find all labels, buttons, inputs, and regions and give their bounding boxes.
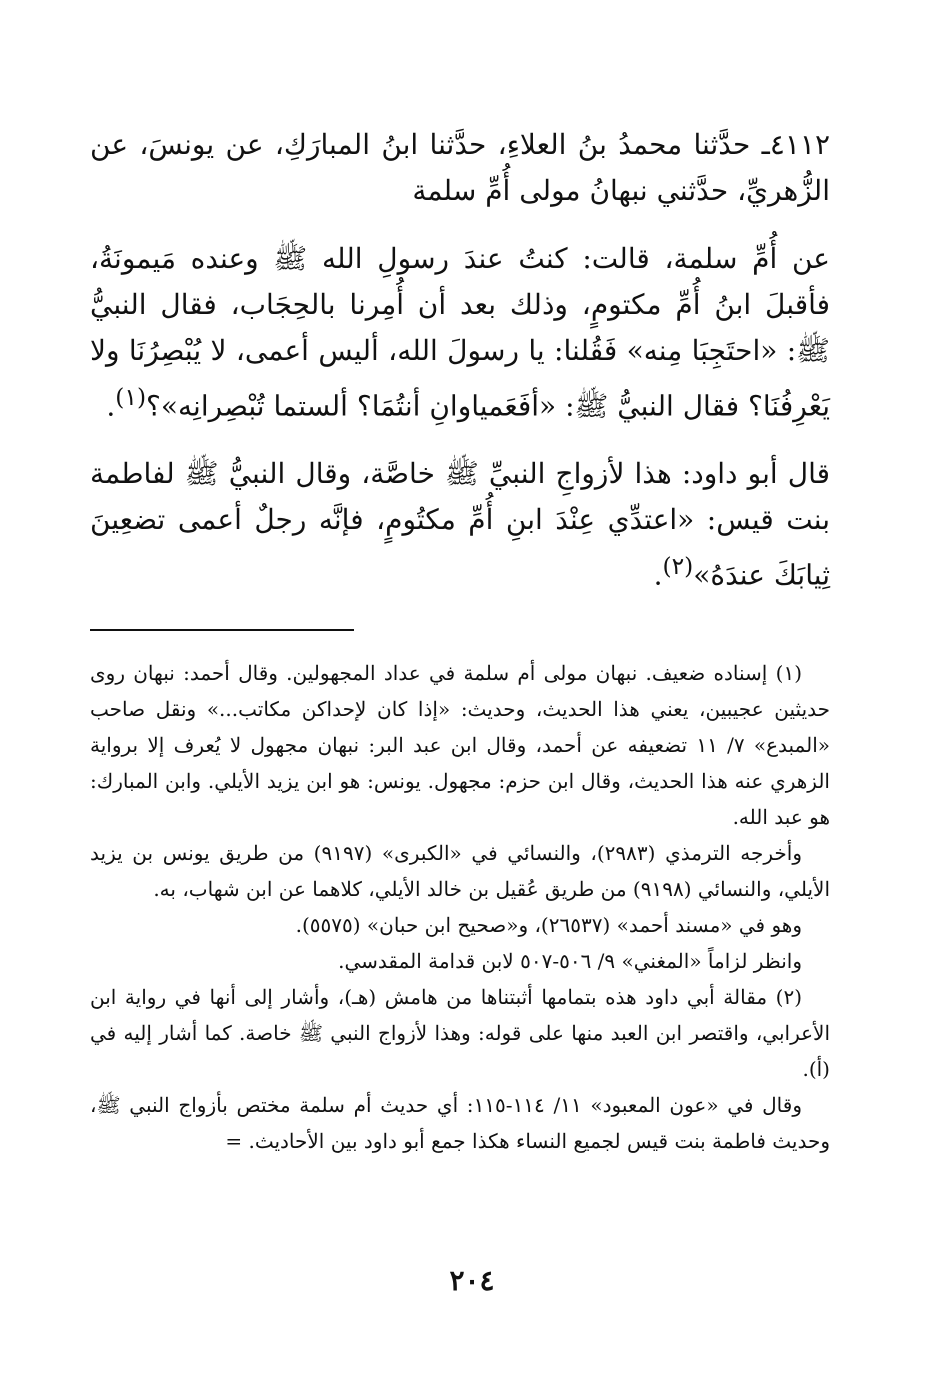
footnote-1-takhrij: وأخرجه الترمذي (٢٩٨٣)، والنسائي في «الكبرى» (٩١٩٧) من طريق يونس بن يزيد الأيلي، والنسائي (٩١٩٨) من طريق عُقيل بن خالد الأيلي، كلاهما عن ابن شهاب، به. <box>90 840 830 901</box>
abu-dawud-comment-text: قال أبو داود: هذا لأزواجِ النبيِّ ﷺ خاصَّة، وقال النبيُّ ﷺ لفاطمة بنت قيس: «اعتدِّي عِنْدَ ابنِ أُمِّ مكتُومٍ، فإنَّه رجلٌ أعمى تضعِينَ ثِيابَكَ عندَهُ» <box>90 457 830 592</box>
footnotes <box>90 655 830 1159</box>
hadith-matn: عن أُمِّ سلمة، قالت: كنتُ عندَ رسولِ الله ﷺ وعنده مَيمونَةُ، فأقبلَ ابنُ أُمِّ مكتومٍ، وذلك بعد أن أُمِرنا بالحِجَاب، فقال النبيُّ ﷺ: «احتَجِبَا مِنه» فَقُلنا: يا رسولَ الله، أليس أعمى، لا يُبْصِرُنَا ولا يَعْرِفُنَا؟ فقال النبيُّ ﷺ: «أفَعَمياوانِ أنتُمَا؟ ألستما تُبْصِرانِه»؟$^{(١)}$. <box>90 242 830 423</box>
footnote-2: (٢) مقالة أبي داود هذه بتمامها أثبتناها من هامش (هـ)، وأشار إلى أنها في رواية ابن الأعرابي، واقتصر ابن العبد منها على قوله: وهذا لأزواج النبي ﷺ خاصة. كما أشار إليه في (أ). <box>90 984 830 1081</box>
abu-dawud-comment: قال أبو داود: هذا لأزواجِ النبيِّ ﷺ خاصَّة، وقال النبيُّ ﷺ لفاطمة بنت قيس: «اعتدِّي عِنْدَ ابنِ أُمِّ مكتُومٍ، فإنَّه رجلٌ أعمى تضعِينَ ثِيابَكَ عندَهُ»$^{(٢)}$. <box>90 457 830 592</box>
footnote-divider <box>90 629 354 631</box>
hadith-isnad: ٤١١٢ـ حدَّثنا محمدُ بنُ العلاءِ، حدَّثنا ابنُ المبارَكِ، عن يونسَ، عن الزُّهريِّ، حدَّثني نبهانُ مولى أُمِّ سلمة <box>90 128 830 207</box>
footnote-1: (١) إسناده ضعيف. نبهان مولى أم سلمة في عداد المجهولين. وقال أحمد: نبهان روى حديثين عجيبين، يعني هذا الحديث، وحديث: «إذا كان لإحداكن مكاتب...» ونقل صاحب «المبدع» ٧/ ١١ تضعيفه عن أحمد، وقال ابن عبد البر: نبهان مجهول لا يُعرف إلا برواية الزهري عنه هذا الحديث، وقال ابن حزم: مجهول. يونس: هو ابن يزيد الأيلي. وابن المبارك: هو عبد الله. <box>90 660 830 829</box>
footnote-ref-2: (٢) <box>662 552 694 581</box>
page-number: ٢٠٤ <box>449 1264 495 1297</box>
footnote-ref-1: (١) <box>115 383 147 411</box>
hadith-matn-text: عن أُمِّ سلمة، قالت: كنتُ عندَ رسولِ الله ﷺ وعنده مَيمونَةُ، فأقبلَ ابنُ أُمِّ مكتومٍ، وذلك بعد أن أُمِرنا بالحِجَاب، فقال النبيُّ ﷺ: «احتَجِبَا مِنه» فَقُلنا: يا رسولَ الله، أليس أعمى، لا يُبْصِرُنَا ولا يَعْرِفُنَا؟ فقال النبيُّ ﷺ: «أفَعَمياوانِ أنتُمَا؟ ألستما تُبْصِرانِه»؟ <box>90 242 830 423</box>
main-text <box>90 122 830 599</box>
footnote-2-awn: وقال في «عون المعبود» ١١/ ١١٤-١١٥: أي حديث أم سلمة مختص بأزواج النبي ﷺ، وحديث فاطمة بنت قيس لجميع النساء هكذا جمع أبو داود بين الأحاديث. = <box>90 1092 830 1153</box>
footnote-1-mughni: وانظر لزاماً «المغني» ٩/ ٥٠٦-٥٠٧ لابن قدامة المقدسي. <box>338 948 802 973</box>
page-content <box>90 122 830 1159</box>
footnote-1-musnad: وهو في «مسند أحمد» (٢٦٥٣٧)، و«صحيح ابن حبان» (٥٥٧٥). <box>295 912 802 937</box>
